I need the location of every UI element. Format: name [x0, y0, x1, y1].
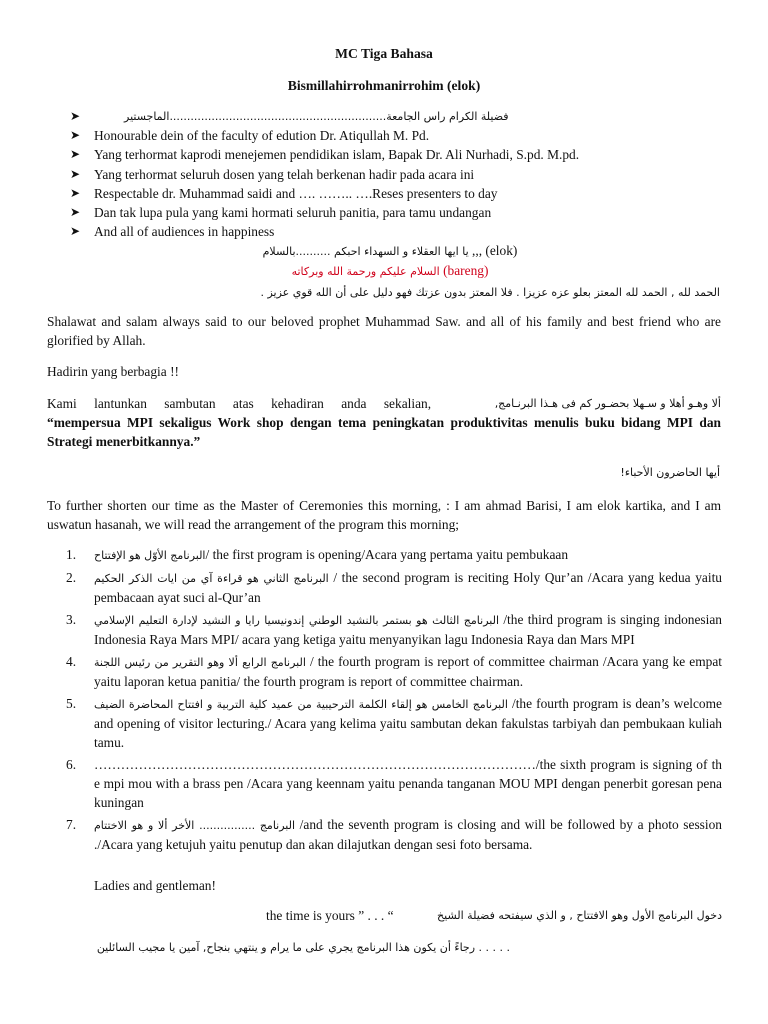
program-text: / the first program is opening/Acara yang pertama yaitu pembukaan — [205, 547, 569, 562]
document-title: MC Tiga Bahasa — [335, 46, 433, 61]
arrow-bullet-icon: ➤ — [70, 128, 81, 143]
program-arabic: البرنامج الثالث هو بستمر بالنشيد الوطني إندونيسيا رايا و النشيد لإدارة التعليم الإسلامي — [94, 614, 499, 627]
hadirin-paragraph: Hadirin yang berbagia !! — [47, 364, 179, 379]
salutation-text: Yang terhormat seluruh dosen yang telah berkenan hadir pada acara ini — [94, 166, 475, 182]
salam-tag: (bareng) — [443, 263, 489, 278]
program-item — [66, 815, 722, 854]
arrow-bullet-icon: ➤ — [70, 166, 81, 181]
program-item — [66, 568, 722, 607]
program-item — [66, 755, 722, 812]
document-subtitle: Bismillahirrohmanirrohim (elok) — [287, 78, 481, 93]
time-arabic: دخول البرنامج الأول وهو الافتتاح , و الذي سيفتحه فضيلة الشيخ — [437, 909, 722, 922]
program-arabic: البرنامج الأوّل هو الإفتتاح — [94, 549, 206, 562]
arrow-bullet-icon: ➤ — [70, 147, 81, 162]
program-item — [66, 694, 722, 752]
program-text: / the second program is reciting Holy Qur’an /Acara yang kedua yaitu pembacaan ayat suci al-Qur’an — [94, 570, 722, 605]
program-number: 5. — [66, 696, 77, 711]
greeting-line — [200, 241, 580, 261]
salutation-text: Yang terhormat kaprodi menejemen pendidikan islam, Bapak Dr. Ali Nurhadi, S.pd. M.pd. — [94, 147, 580, 163]
salam-arabic: السلام عليكم ورحمة الله وبركاته — [291, 265, 440, 278]
program-arabic: البرنامج الرابع ألا وهو التقرير من رئيس اللجنة — [94, 656, 306, 669]
salutation-text: Dan tak lupa pula yang kami hormati seluruh panitia, para tamu undangan — [94, 204, 492, 220]
arrow-bullet-icon: ➤ — [70, 185, 81, 200]
salutation-item — [70, 203, 730, 222]
program-text: /and the seventh program is closing and will be followed by a photo session ./Acara yang ketujuh yaitu penutup dan akan dilajutkan dengan sesi foto bersama. — [94, 817, 722, 852]
ayyuha-line: أيها الحاضرون الأحباء! — [620, 466, 720, 479]
salutation-list — [70, 107, 730, 241]
arrow-bullet-icon: ➤ — [70, 109, 81, 123]
program-number: 7. — [66, 817, 77, 832]
hamdalah-line: الحمد لله , الحمد لله المعتز بعلو عزه عزيزا . فلا المعتز بدون عزتك فهو دليل على أن الله قوي عزيز . — [260, 286, 720, 299]
shalawat-paragraph: Shalawat and salam always said to our beloved prophet Muhammad Saw. and all of his family and best friend who are glorified by Allah. — [47, 314, 721, 348]
time-line — [266, 906, 722, 925]
kami-text: Kami lantunkan sambutan atas kehadiran anda sekalian, — [47, 396, 432, 411]
program-item — [66, 545, 722, 565]
ladies-line: Ladies and gentleman! — [94, 878, 216, 893]
salutation-text: Honourable dein of the faculty of edution Dr. Atiqullah M. Pd. — [94, 128, 430, 144]
salutation-item — [70, 184, 730, 203]
theme-paragraph: “mempersua MPI sekaligus Work shop dengan tema peningkatan produktivitas menulis buku bidang MPI dan Strategi menerbitkannya.” — [47, 415, 721, 449]
salutation-item — [70, 165, 730, 184]
program-text: / the fourth program is report of committee chairman /Acara yang ke empat yaitu laporan ketua panitia/ the fourth program is report of committee chairman. — [94, 654, 722, 689]
greeting-tag: ,,, (elok) — [472, 243, 518, 258]
program-number: 3. — [66, 612, 77, 627]
program-text: /the third program is singing indonesian Indonesia Raya Mars MPI/ acara yang ketiga yaitu menyanyikan lagu Indonesia Raya dan Mars MPI — [94, 612, 722, 647]
arrow-bullet-icon: ➤ — [70, 224, 81, 239]
program-arabic: البرنامج الثاني هو قراءة آي من ايات الذكر الحكيم — [94, 572, 329, 585]
program-number: 2. — [66, 570, 77, 585]
program-text: /the fourth program is dean’s welcome and opening of visitor lecturing./ Acara yang kelima yaitu sambutan dekan fakulstas tarbiyah dan pembukaan kuliah tamu. — [94, 696, 722, 750]
salam-line — [200, 261, 580, 281]
kami-arabic: ألا وهـو أهلا و سـهلا بحضـور كم فى هـذا البرنـامج, — [494, 397, 721, 410]
time-text: the time is yours ” . . . “ — [266, 908, 394, 923]
program-text: ………………………………………………………………………………………/the sixth program is signing of the mpi mou with a brass pen /Acara yang keennam yaitu penanda tanganan MOU MPI dengan penerbit goresan pena kuningan — [94, 757, 722, 810]
program-number: 4. — [66, 654, 77, 669]
salutation-item — [70, 126, 730, 145]
kami-line — [47, 394, 721, 413]
salutation-item — [70, 145, 730, 164]
program-number: 1. — [66, 547, 77, 562]
program-number: 6. — [66, 757, 77, 772]
program-arabic: البرنامج ................ الأخر ألا و هو الاختتام — [94, 819, 296, 832]
salutation-item — [70, 107, 730, 126]
salutation-item — [70, 222, 730, 241]
arrow-bullet-icon: ➤ — [70, 204, 81, 219]
program-item — [66, 652, 722, 691]
program-list — [66, 545, 722, 857]
closing-line: . . . . . رجاءً أن يكون هذا البرنامج يجري على ما يرام و ينتهي بنجاح, آمين يا مجيب السائلين — [96, 941, 510, 954]
salutation-text: Respectable dr. Muhammad saidi and …. …….. ….Reses presenters to day — [94, 185, 498, 201]
salutation-text: And all of audiences in happiness — [94, 224, 275, 240]
salutation-text: فضيلة الكرام راس الجامعة..............................................................الماجستير — [124, 110, 509, 123]
program-arabic: البرنامج الخامس هو إلقاء الكلمة الترحيبية من عميد كلية التربية و افتتاح المحاضرة الضيف — [94, 698, 508, 711]
program-item — [66, 610, 722, 649]
greeting-arabic: يا ايها العقلاء و السهداء احبكم ..........بالسلام — [262, 245, 469, 258]
introduction-paragraph: To further shorten our time as the Master of Ceremonies this morning, : I am ahmad Barisi, I am elok kartika, and I am uswatun hasanah, we will read the arrangement of the program this morning; — [47, 498, 721, 532]
